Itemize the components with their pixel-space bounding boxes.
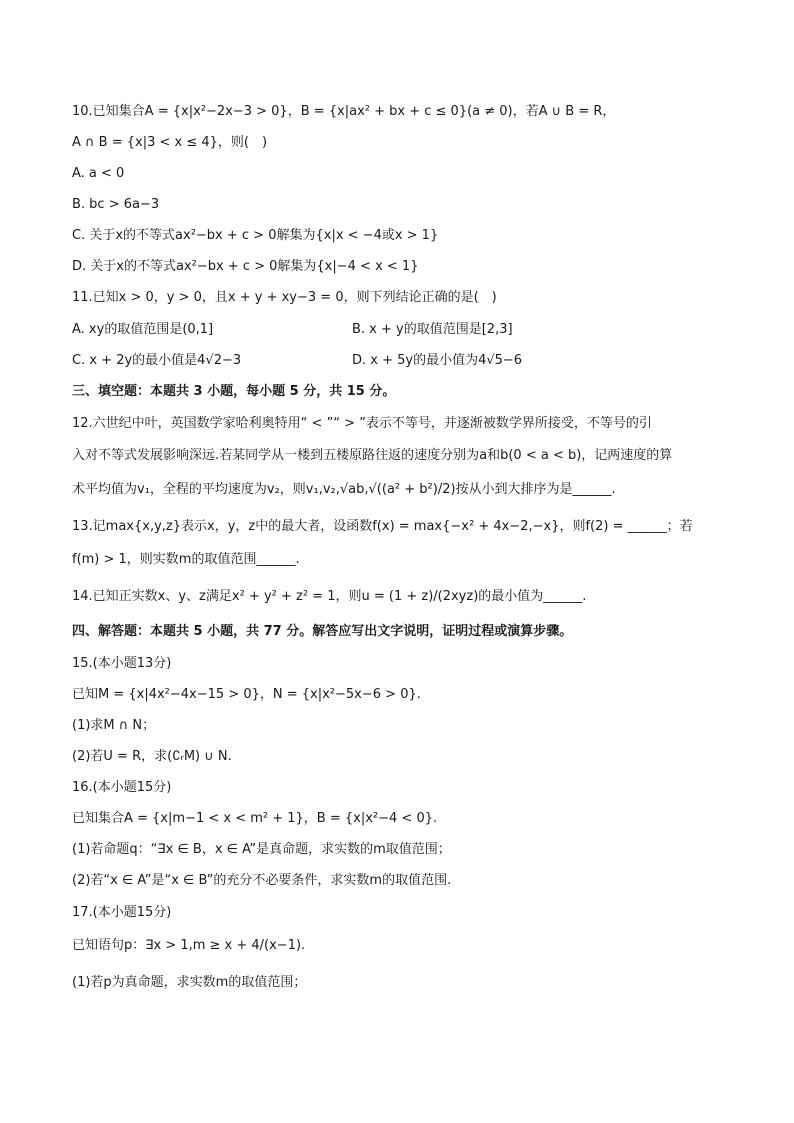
q10-option-a: A. a < 0 (72, 166, 125, 181)
q15-part2: (2)若U = R，求(∁ᵣM) ∪ N. (72, 749, 232, 764)
q13-line2: f(m) > 1，则实数m的取值范围______. (72, 552, 300, 567)
q16-title: 16.(本小题15分) (72, 780, 172, 795)
q16-part1: (1)若命题q：“∃x ∈ B，x ∈ A”是真命题，求实数的m取值范围； (72, 842, 451, 857)
q11-option-b: B. x + y的取值范围是[2,3] (352, 322, 513, 337)
q11-option-c: C. x + 2y的最小值是4√2−3 (72, 353, 242, 368)
q17-part1: (1)若p为真命题，求实数m的取值范围； (72, 975, 307, 990)
q11-option-d: D. x + 5y的最小值为4√5−6 (352, 353, 523, 368)
q10-option-b: B. bc > 6a−3 (72, 197, 160, 212)
q13-line1: 13.记max{x,y,z}表示x，y，z中的最大者，设函数f(x) = max{−x² + 4x−2,−x}，则f(2) = ______；若 (72, 519, 693, 534)
q16-stem: 已知集合A = {x|m−1 < x < m² + 1}，B = {x|x²−4 < 0}. (72, 811, 438, 826)
q16-part2: (2)若“x ∈ A”是“x ∈ B”的充分不必要条件，求实数m的取值范围. (72, 873, 452, 888)
q11-option-a: A. xy的取值范围是(0,1] (72, 322, 214, 337)
q12-line3: 术平均值为v₁，全程的平均速度为v₂，则v₁,v₂,√ab,√((a² + b²)/2)按从小到大排序为是______. (72, 482, 616, 497)
section4-heading: 四、解答题：本题共 5 小题，共 77 分。解答应写出文字说明，证明过程或演算步骤。 (72, 624, 573, 639)
q10-option-c: C. 关于x的不等式ax²−bx + c > 0解集为{x|x < −4或x > 1} (72, 228, 439, 243)
q15-stem: 已知M = {x|4x²−4x−15 > 0}，N = {x|x²−5x−6 > 0}. (72, 687, 421, 702)
q17-title: 17.(本小题15分) (72, 905, 172, 920)
q10-stem-line1: 10.已知集合A = {x|x²−2x−3 > 0}，B = {x|ax² + bx + c ≤ 0}(a ≠ 0)，若A ∪ B = R， (72, 104, 616, 119)
q15-part1: (1)求M ∩ N； (72, 718, 156, 733)
section3-heading: 三、填空题：本题共 3 小题，每小题 5 分，共 15 分。 (72, 384, 396, 399)
q12-line2: 入对不等式发展影响深远.若某同学从一楼到五楼原路往返的速度分别为a和b(0 < a < b)，记两速度的算 (72, 448, 673, 463)
q12-line1: 12.六世纪中叶，英国数学家哈利奥特用“ < ”“ > ”表示不等号，并逐渐被数学界所接受，不等号的引 (72, 416, 652, 431)
q10-option-d: D. 关于x的不等式ax²−bx + c > 0解集为{x|−4 < x < 1} (72, 259, 419, 274)
q10-stem-line2: A ∩ B = {x|3 < x ≤ 4}，则( ) (72, 135, 268, 150)
q17-stem: 已知语句p：∃x > 1,m ≥ x + 4/(x−1). (72, 938, 306, 953)
q15-title: 15.(本小题13分) (72, 656, 172, 671)
q14-line1: 14.已知正实数x、y、z满足x² + y² + z² = 1，则u = (1 + z)/(2xyz)的最小值为______. (72, 589, 587, 604)
q11-stem: 11.已知x > 0，y > 0，且x + y + xy−3 = 0，则下列结论正确的是( ) (72, 290, 497, 305)
